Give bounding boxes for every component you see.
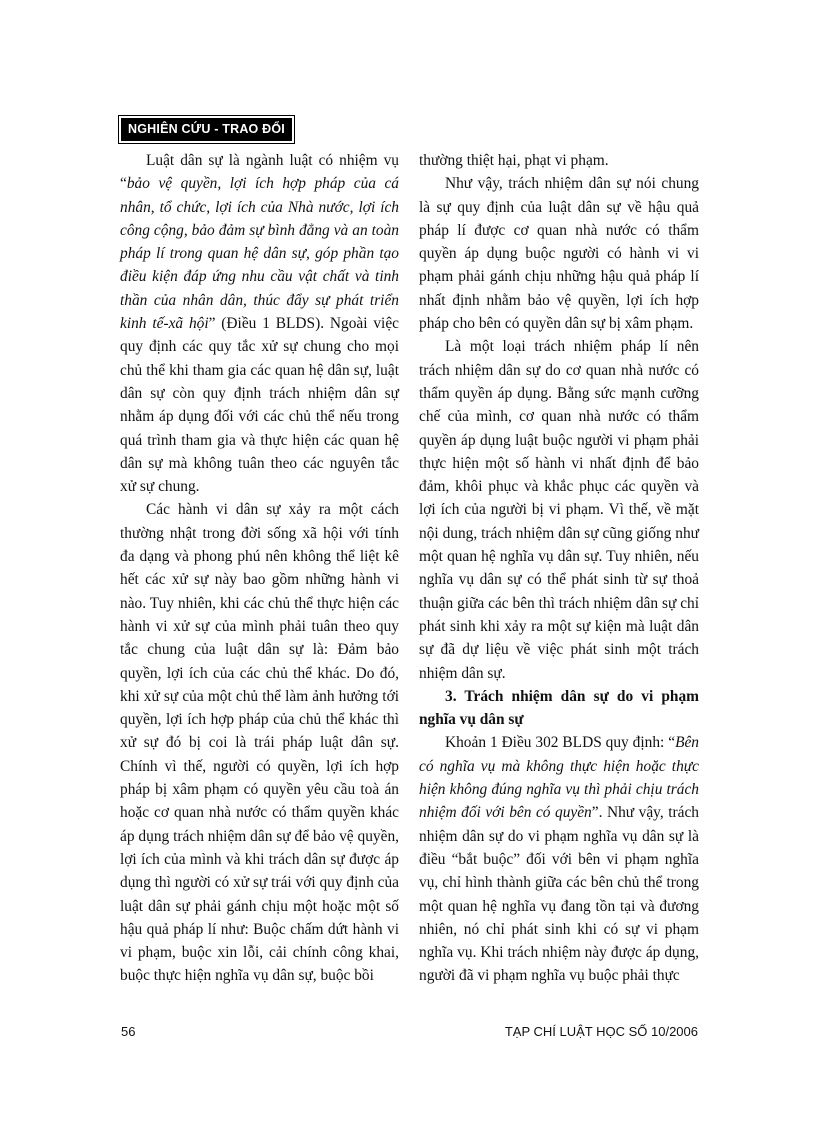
paragraph: thường thiệt hại, phạt vi phạm.	[419, 152, 609, 169]
paragraph	[419, 731, 699, 987]
journal-footer: TẠP CHÍ LUẬT HỌC SỐ 10/2006	[504, 1024, 698, 1039]
paragraph: Là một loại trách nhiệm pháp lí nên trách nhiệm dân sự do cơ quan nhà nước có thẩm quyền áp dụng. Bằng sức mạnh cưỡng chế của mình, cơ quan nhà nước có thẩm quyền áp dụng luật buộc người vi phạm phải thực hiện một số hành vi nhất định để bảo đảm, khôi phục và khắc phục các quyền và lợi ích của người bị vi phạm. Vì thế, về mặt nội dung, trách nhiệm dân sự cũng giống như một quan hệ nghĩa vụ dân sự. Tuy nhiên, nếu nghĩa vụ dân sự có thể phát sinh từ sự thoả thuận giữa các bên thì trách nhiệm dân sự chỉ phát sinh khi xảy ra một sự kiện mà luật dân sự đã dự liệu về việc phát sinh một trách nhiệm dân sự.	[419, 338, 699, 682]
paragraph: Như vậy, trách nhiệm dân sự nói chung là sự quy định của luật dân sự về hậu quả pháp lí được cơ quan nhà nước có thẩm quyền áp dụng buộc người có hành vi vi phạm phải gánh chịu những hậu quả pháp lí nhất định nhằm bảo vệ quyền, lợi ích hợp pháp cho bên có quyền dân sự bị xâm phạm.	[419, 175, 699, 333]
section-label: NGHIÊN CỨU - TRAO ĐỔI	[121, 118, 292, 141]
left-column	[120, 149, 399, 988]
section-heading: 3. Trách nhiệm dân sự do vi phạm nghĩa vụ dân sự	[419, 687, 699, 729]
quoted-text: bảo vệ quyền, lợi ích hợp pháp của cá nhân, tổ chức, lợi ích của Nhà nước, lợi ích công cộng, bảo đảm sự bình đẳng và an toàn pháp lí trong quan hệ dân sự, góp phần tạo điều kiện đáp ứng nhu cầu vật chất và tinh thần của nhân dân, thúc đẩy sự phát triển kinh tế-xã hội	[120, 175, 399, 333]
right-column	[419, 149, 699, 988]
quoted-text: Bên có nghĩa vụ mà không thực hiện hoặc thực hiện không đúng nghĩa vụ thì phải chịu trách nhiệm đối với bên có quyền	[419, 734, 699, 822]
paragraph-text: ” (Điều 1 BLDS). Ngoài việc quy định các quy tắc xử sự chung cho mọi chủ thể khi tham gia các quan hệ dân sự, luật dân sự còn quy định trách nhiệm dân sự nhằm áp dụng đối với các chủ thể nếu trong quá trình tham gia và thực hiện các quan hệ dân sự mà không tuân theo các nguyên tắc xử sự chung.	[120, 315, 399, 496]
paragraph-text: ”. Như vậy, trách nhiệm dân sự do vi phạm nghĩa vụ dân sự là điều “bắt buộc” đối với bên vi phạm nghĩa vụ, chỉ hình thành giữa các bên chủ thể trong một quan hệ nghĩa vụ đang tồn tại và đương nhiên, nó chỉ phát sinh khi có sự vi phạm nghĩa vụ. Khi trách nhiệm này được áp dụng, người đã vi phạm nghĩa vụ buộc phải thực	[419, 804, 699, 985]
page-number: 56	[121, 1024, 136, 1039]
paragraph-text: Khoản 1 Điều 302 BLDS quy định: “	[445, 734, 676, 752]
paragraph-text: Luật dân sự là ngành luật có nhiệm vụ “	[120, 152, 399, 193]
paragraph	[120, 149, 399, 498]
paragraph: Các hành vi dân sự xảy ra một cách thường nhật trong đời sống xã hội với tính đa dạng và phong phú nên không thể liệt kê hết các xử sự này bao gồm những hành vi nào. Tuy nhiên, khi các chủ thể thực hiện các hành vi xử sự của mình phải tuân theo quy tắc chung của luật dân sự là: Đảm bảo quyền, lợi ích của các chủ thể khác. Do đó, khi xử sự của một chủ thể làm ảnh hưởng tới quyền, lợi ích hợp pháp của chủ thể khác thì xử sự đó bị coi là trái pháp luật dân sự. Chính vì thế, người có quyền, lợi ích hợp pháp bị xâm phạm có quyền yêu cầu toà án hoặc cơ quan nhà nước có thẩm quyền khác áp dụng trách nhiệm dân sự để bảo vệ quyền, lợi ích của mình và khi trách dân sự được áp dụng thì người có xử sự trái với quy định của luật dân sự phải gánh chịu một hoặc một số hậu quả pháp lí như: Buộc chấm dứt hành vi vi phạm, buộc xin lỗi, cải chính công khai, buộc thực hiện nghĩa vụ dân sự, buộc bồi	[120, 501, 399, 985]
